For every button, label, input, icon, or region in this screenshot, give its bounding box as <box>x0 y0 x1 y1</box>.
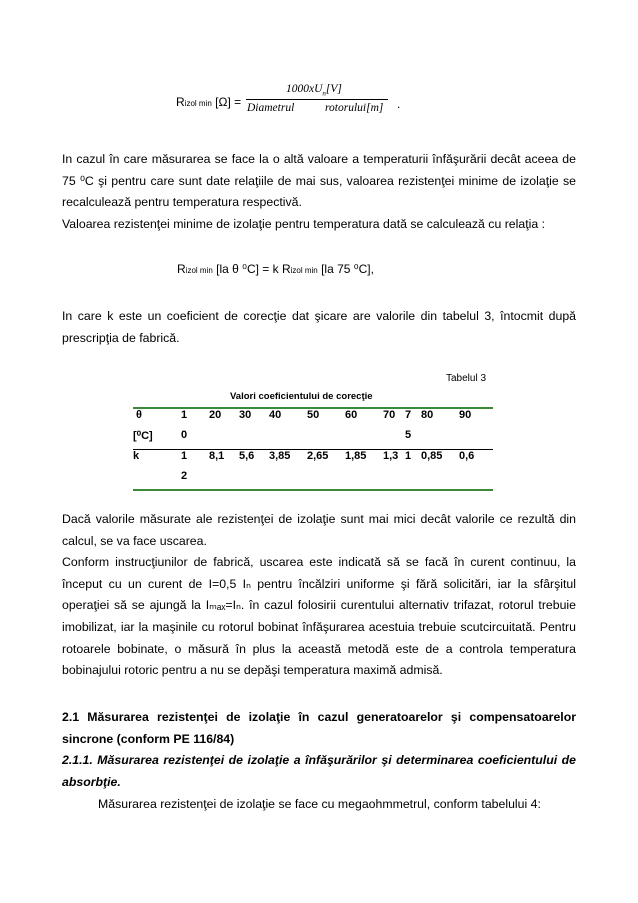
formula1-numerator: $1000xU_n[V]$ <box>286 83 342 98</box>
heading-2-1-1: 2.1.1. Măsurarea rezistenţei de izolaţie a înfăşurărilor şi determinarea coeficientului de absorbţie. <box>62 753 576 789</box>
paragraph-coefficient <box>62 306 576 349</box>
k-header: k <box>133 450 140 462</box>
correction-table <box>133 409 493 490</box>
formula1-lhs-sub: izol min <box>184 99 212 108</box>
table-bottom-rule <box>133 489 493 491</box>
paragraph-drying <box>62 509 576 682</box>
para6-text: Măsurarea rezistenţei de izolaţie se face cu megaohmmetrul, conform tabelului 4: <box>98 797 541 811</box>
table-label: Tabelul 3 <box>446 373 487 384</box>
table-row-k: k 1 8,1 5,6 3,85 2,65 1,85 1,3 1 0,85 0,6 <box>133 450 493 471</box>
formula1-denominator-b: rotorului[m] <box>325 102 384 114</box>
paragraph-temperature <box>62 149 576 235</box>
formula1-dot: . <box>397 97 401 111</box>
para3-text: In care k este un coeficient de corecţie dat şicare are valorile din tabelul 3, întocmit după prescripţia de fabrică. <box>62 309 576 345</box>
table-row-k-cont: 2 <box>181 470 188 482</box>
heading-2-1: 2.1 Măsurarea rezistenţei de izolaţie în cazul generatoarelor şi compensatoarelor sincrone (conform PE 116/84) <box>62 710 576 746</box>
formula1-fraction-bar <box>246 99 388 100</box>
section-headings <box>62 707 576 793</box>
para1-text: In cazul în care măsurarea se face la o altă valoare a temperaturii înfăşurării decât aceea de 75 ⁰C şi pentru care sunt date relaţiile de mai sus, valoarea rezistenţei minime de izolaţie se recalculează pentru temperatura respectivă. <box>62 152 576 210</box>
formula1-lhs: R <box>176 95 185 109</box>
formula-2: Rizol min [la θ ⁰C] = k Rizol min [la 75 ⁰C], <box>177 262 374 276</box>
para5-text: Conform instrucţiunilor de fabrică, uscarea este indicată să se facă în curent continuu, la început cu un curent de I=0,5 Iₙ pentru încălziri uniforme şi fără solicitări, iar la sfârşitul operaţiei să se ajungă la Iₘₐₓ=Iₙ. în cazul folosirii curentului alternativ trifazat, rotorul trebuie imobilizat, iar la maşinile cu rotorul bobinat înfăşurarea acestuia trebuie scutcircuitată. Pentru rotoarele bobinate, o măsură în plus la această metodă este de a controla temperatura bobinajului rotoric pentru a nu se depăşi temperatura maximă admisă. <box>62 555 576 678</box>
formula1-lhs-unit: [Ω] = <box>215 95 242 109</box>
table-row-theta-cont: [⁰C] 0 5 <box>133 429 493 450</box>
para4-text: Dacă valorile măsurate ale rezistenţei de izolaţie sunt mai mici decât valorile ce rezultă din calcul, se va face uscarea. <box>62 512 576 548</box>
formula-1 <box>176 95 241 109</box>
table-row-theta: θ 1 20 30 40 50 60 70 7 80 90 <box>133 409 493 429</box>
paragraph-megaohmmeter <box>62 794 576 816</box>
formula1-denominator-a: Diametrul <box>247 102 295 114</box>
para2-text: Valoarea rezistenţei minime de izolaţie pentru temperatura dată se calculează cu relaţia : <box>62 216 546 231</box>
theta-header: θ <box>136 409 142 421</box>
table-title: Valori coeficientului de corecţie <box>230 391 373 402</box>
theta-unit-header: [⁰C] <box>133 430 153 442</box>
